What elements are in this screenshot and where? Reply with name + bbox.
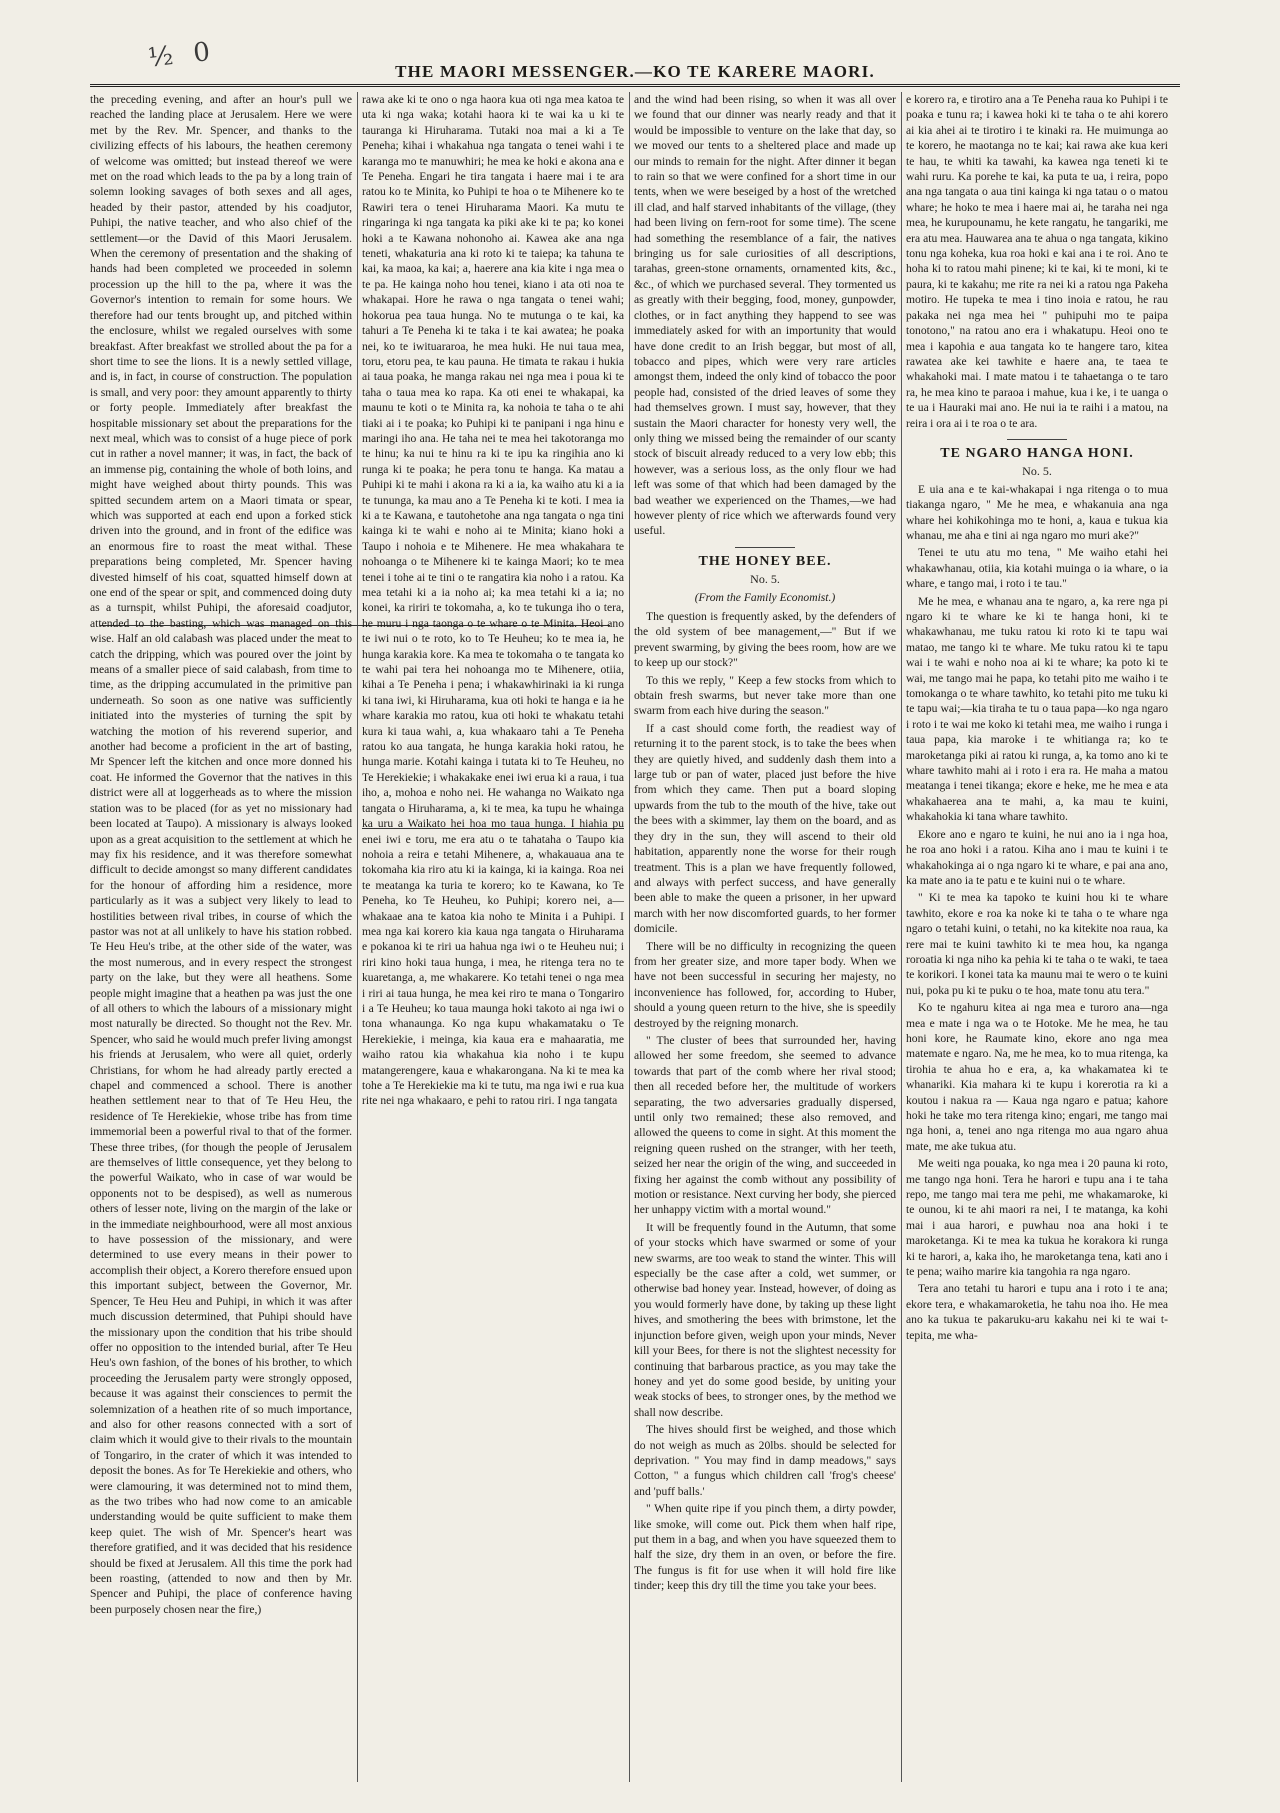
body-paragraph: There will be no difficulty in recognizing the queen from her greater size, and more taper body. When we have not been successful in securing her majesty, no inconvenience has followed, for, according to Huber, should a young queen return to the hive, she is speedily destroyed by the reigning monarch. bbox=[634, 939, 896, 1030]
column-1 bbox=[90, 92, 352, 1782]
body-paragraph: E uia ana e te kai-whakapai i nga ritenga o to mua tiakanga ngaro, " Me he mea, e whakanuia ana nga whare hei kohikohinga mo te honi, a, kaua e tukua kia whanau, me aha e tini ai nga ngaro mo muri ake?" bbox=[906, 482, 1168, 542]
body-paragraph: " Ki te mea ka tapoko te kuini hou ki te whare tawhito, ekore e roa ka noke ki te taha o te whare nga ngaro o tetahi kuini, o tetahi, no ka kitekite noa raua, ka rere mai te kuini tawhito ki te mea hou, ka nganga roroatia ki nga niho ka pehia ki te taha o te waki, te taea te korikori. I konei tata ka maunu mai te wero o te kuini nui, poka pu ki te puku o te hoa, mate tonu atu tera." bbox=[906, 891, 1168, 997]
column-divider bbox=[357, 92, 358, 1782]
masthead-rule bbox=[90, 84, 1180, 87]
article-heading: TE NGARO HANGA HONI. bbox=[940, 445, 1134, 461]
body-paragraph: Me he mea, e whanau ana te ngaro, a, ka rere nga pi ngaro ki te whare ke ki te hanga honi, ki te whakawhanau, me tuku ratou ki roto ki te tapu wai matao, me tango ki te whare. Me tuku ratou ki te tapu wai i te wahi e noho noa ai ki te whare; ka poto ki te wai, me tango mai he papa, ko tetahi pito me waiho i te tomokanga o te whare tawhito, ko tetahi pito me tuku ki te tapu wai;—kia tiraha te tu o taua papa—ko nga ngaro i roto i te wai me koko ki tetahi mea, me waiho i runga i taua papa, kia maroke i te whitianga ra; ko te maroketanga piki ai ratou ki runga, a, ka tomo ano ki te whare tawhito mahi ai i roto i era ra. He maha a matou meatanga i tenei tikanga; ekore e heke, me he mea e ata whakahaerea ana te mahi, a, ka mau te kuini, whakahokia ki tana whare tawhito. bbox=[906, 594, 1168, 824]
article-heading: THE HONEY BEE. bbox=[698, 553, 832, 569]
body-paragraph: e korero ra, e tirotiro ana a Te Peneha raua ko Puhipi i te poaka e tunu ra; i kawea hoki ki te taha o te ahi korero ai kia ahei ai te tirotiro i te kinaki ra. He muimunga ao te korero, he maotanga no te kai; kai rawa ake kua keri te hau, te whiti ka tawahi, ka kawea nga teneti ki te wahi ruru. Ka porehe te kai, ka puta te ua, i reira, popo ana nga tangata o aua tini kainga ki nga tatau o o matou whare; he hoko te mea i haere mai ai, he taraha nei nga mea, he kurupounamu, he kete rangatu, he tangariki, me era atu mea. Hauwarea ana te ahua o nga tangata, kikino tonu nga koheka, kua roa hoki e kai ana i te roi. Ano te hoha ki to ratou mahi pinene; ki te kai, ki te moni, ki te paura, ki te kakahu; me rite ra nei ki a ratou nga Pakeha motiro. He tupeka te mea i tino inoia e ratou, he rau pakaka nei nga mea hei " puhipuhi mo te paipa tonotono," na ratou ano era i whakatupu. Heoi ono te mea i kapohia e aua tangata ko te hangere taro, kitea rawatea ake kei tawhite e haere ana, te taea te whakahoki mai. I mate matou i te tahaetanga o te taro ra, he mea kino te paraoa i mahue, kua i ke, i te uanga o te ua i Hauraki mai ano. He nui ia te raihi i a matou, na reira i ora ai i te roa o te ara. bbox=[906, 93, 1168, 430]
body-paragraph: " When quite ripe if you pinch them, a dirty powder, like smoke, will come out. Pick them when half ripe, put them in a bag, and when you have squeezed them to half the size, dry them in an oven, or before the fire. The fungus is fit for use when it will hold fire like tinder; keep this dry till the time you take your bees. bbox=[634, 1502, 896, 1593]
body-paragraph: Ekore ano e ngaro te kuini, he nui ano ia i nga hoa, he roa ano hoki i a ratou. Kiha ano i mau te kuini i te whakahokinga ai o nga ngaro ki te whare, e pai ana ano, ka mate ano ia te patu e te kuini nui o te whare. bbox=[906, 827, 1168, 887]
body-paragraph: Tenei te utu atu mo tena, " Me waiho etahi hei whakawhanau, otiia, kia kotahi muinga o ia whare, o ia whare, e tango mai, i roto i te tau." bbox=[906, 546, 1168, 591]
section-divider bbox=[735, 547, 795, 548]
column-divider bbox=[629, 92, 630, 1782]
body-paragraph: rawa ake ki te ono o nga haora kua oti nga mea katoa te uta ki nga waka; kotahi haora ki te wai ka u ki te tauranga ki Hiruharama. Tutaki noa mai a ki a Te Peneha; kihai i whakahua nga tangata o tenei wahi i te karanga mo te manuwhiri; he mea ke hoki e akona ana e Te Peneha. Engari he tira tangata i haere mai i te ara ratou ko te Minita, ko Puhipi te hoa o te Mihenere ko te Rawiri tera o tenei Hiruharama Maori. Ka mutu te ringaringa ki nga tangata ka piki ake ki te pa; ko konei hoki a te Kawana nohonoho ai. Kawea ake ana nga teneti, whakaturia ana ki roto ki te taiepa; ka tahuna te kai, ka maoa, ka kai; a, haerere ana kia kite i nga mea o te pa. He kainga noho hou tenei, kiano i ata oti noa te whakapai. Hore he rawa o nga tangata o tenei wahi; hokorua pea taua hunga. No te mutunga o te kai, ka tahuri a Te Peneha ki te taka i te kai awatea; he poaka nei, ko te iwituararoa, he mea huki. He nui taua mea, toru, etoru pea, te kau pauna. He timata te rakau i hukia ai taua poaka, he manga rakau nei nga mea i poua ki te taha o taua mea ko rapa. Ka oti enei te whakapai, ka maunu te koti o te Minita ra, ka nohoia te taha o te ahi tiaki ai i te poaka; ko Puhipi ki te panipani i nga hinu e maringi iho ana. He taha nei te mea hei takotoranga mo te hinu; ka nui te hinu ra ki te ipu ka ringihia ano ki runga ki te poaka; he pera tonu te hanga. Ka matau a Puhipi ki te mahi i akona ra ki a ia, ka waiho atu ki a ia te tununga, ka mau ano a Te Peneha ki te koti. I mea ia ki a te Kawana, e tautohetohe ana nga tangata o nga tini kainga ki te wahi e noho ai te Minita; kiano hoki a Taupo i nohoia e te Mihenere. He mea whakahara te nohoanga o te Mihenere ki te kainga Maori; ko te mea tenei i tohe ai te tini o te rangatira kia noho i a ratou. Ka mea tetahi ki a ia noho ai; ka mea tetahi ki a ia; no konei, ka ririri te tokomaha, a, ko te tukunga iho o tera, he muru i nga taonga o te whare o te Minita. Heoi ano te iwi nui o te roto, ko to Te Heuheu; ko te mea ia, he hunga karakia kore. Ka mea te tokomaha o te tangata ko te wahi pai tera hei nohoanga mo te Mihenere, otiia, kihai a Te Peneha i pena; i whakawhirinaki ia ki runga ki tana iwi, ki Hiruharama, kua oti hoki te hanga e ia he whare karakia mo ratou, kua oti hoki te whakatu tetahi kura ki taua wahi, a, kua whakaaro tahi a Te Peneha ratou ko aua tangata, he hunga karakia hoki ratou, he hunga marie. Kotahi kainga i tutata ki to Te Heuheu, no Te Herekiekie; i whakakake enei iwi erua ki a raua, i tua iho, a, mohoa e noho nei. He wahanga no Waikato nga tangata o Hiruharama, a, ki te mea, ka tupu he whainga ka uru a Waikato hei hoa mo taua hunga. I hiahia pu enei iwi e toru, me era atu o te tahataha o Taupo kia nohoia a reira e tetahi Mihenere, a, whakauaua ana te tokomaha kia riro atu ki ia kainga, ki ia kainga. Roa nei te meatanga ka turia te korero; ko te Kawana, ko Te Peneha, ko Te Heuheu, ko Puhipi; korero nei, a—whakaae ana te katoa kia noho te Minita i a Puhipi. I mea nga kai korero kia kaua nga tangata o Hiruharama e pokanoa ki te riri ua hahua nga iwi o te Heuheu nui; i riri kino hoki taua hunga, i mea, he ritenga tera no te kuaretanga, a, me whakarere. Ko tetahi tenei o nga mea i riri ai taua hunga, he mea kei riro te mana o Tongariro i a Te Heuheu; ko taua maunga hoki takoto ai nga iwi o tona whanaunga. Ko nga kupu whakamataku o Te Herekiekie, i meinga, kia kaua era e mahaaratia, me waiho ratou kia whakahua kia noho i te kupu matangerengere, kaua e whakarongana. Na ki te mea ka tohe a Te Herekiekie ma ki te tutu, ma nga iwi e rua kua rite nei nga whakaaro, e pehi to ratou riri. I nga tangata bbox=[362, 93, 624, 1108]
body-paragraph: Me weiti nga pouaka, ko nga mea i 20 pauna ki roto, me tango nga honi. Tera he harori e tupu ana i te taha repo, me tango mai tera me pehi, me whakamaroke, ki te ounou, ki te ahi maori ra nei, I te matanga, ka kohi mai i aua harori, e puwhau noa ana hoki i te maroketanga. Ki te mea ka tukua he korakora ki runga ki te harori, a, kaka iho, he maroketanga tena, kati ano i te pena; waiho marire kia tangohia ra nga ngaro. bbox=[906, 1157, 1168, 1279]
body-paragraph: " The cluster of bees that surrounded her, having allowed her some freedom, she seemed to advance towards that part of the comb where her rival stood; then all receded before her, the multitude of workers separating, the two adversaries gradually dispersed, until only two remained; these also removed, and allowed the queens to come in sight. At this moment the reigning queen rushed on the stranger, with her teeth, seized her near the origin of the wing, and succeeded in fixing her against the comb without any possibility of motion or resistance. Next curving her body, she pierced her unhappy victim with a mortal wound." bbox=[634, 1033, 896, 1217]
body-paragraph: It will be frequently found in the Autumn, that some of your stocks which have swarmed or some of your new swarms, are too weak to stand the winter. This will especially be the case after a cold, wet summer, or otherwise bad honey year. Instead, however, of doing as you would formerly have done, by taking up these light hives, and smothering the bees with brimstone, let the injunction before given, weigh upon your minds, Never kill your Bees, for there is not the slightest necessity for continuing that barbarous practice, as you may take the honey and yet do some good beside, by uniting your weak stocks of bees, to stronger ones, by the method we shall now describe. bbox=[634, 1220, 896, 1419]
body-paragraph: The hives should first be weighed, and those which do not weigh as much as 20lbs. should be selected for deprivation. " You may find in damp meadows," says Cotton, " a fungus which children call 'frog's cheese' and 'puff balls.' bbox=[634, 1423, 896, 1498]
column-3 bbox=[634, 92, 896, 1782]
body-paragraph: If a cast should come forth, the readiest way of returning it to the parent stock, is to take the bees when they are quietly hived, and suddenly dash them into a large tub or pan of water, placed just before the hive from which they came. Then put a board sloping upwards from the tub to the mouth of the hive, take out the bees with a skimmer, lay them on the board, and as they dry in the sun, they will ascend to their old habitation, apparently none the worse for their rough treatment. This is a plan we have frequently followed, and always with perfect success, and have generally been able to make the queen a prisoner, in her upward march with her now discomforted guards, to her former domicile. bbox=[634, 721, 896, 936]
body-paragraph: and the wind had been rising, so when it was all over we found that our dinner was nearly ready and that it would be impossible to venture on the lake that day, so we moved our tents to a sheltered place and made up our minds to remain for the night. After dinner it began to rain so that we were confined for a short time in our tents, when we were beseiged by a host of the wretched ill clad, and half starved inhabitants of the village, (they had been living on fern-root for some time). The scene had something the resemblance of a fair, the natives bringing us for sale curiosities of all descriptions, tarahas, green-stone ornaments, ornamented kits, &c., &c., of which we purchased several. They tormented us as greatly with their begging, food, money, gunpowder, clothes, or in fact anything they happend to see was immediately asked for with an importunity that would have done credit to an Irish beggar, but most of all, tobacco and pipes, which were very rare articles amongst them, indeed the only kind of tobacco the poor people had, consisted of the dried leaves of some they had themselves grown. I must say, however, that they sustain the Maori character for honesty very well, the only thing we missed being the remainder of our scanty stock of biscuit already reduced to a very low ebb; this however, was a serious loss, as the only flour we had left was some of that which had been damaged by the bad weather we experienced on the Thames,—we had however plenty of rice which we afterwards found very useful. bbox=[634, 93, 896, 538]
body-paragraph: To this we reply, " Keep a few stocks from which to obtain fresh swarms, but never take more than one swarm from each hive during the season." bbox=[634, 673, 896, 718]
article-source: (From the Family Economist.) bbox=[694, 590, 836, 604]
body-paragraph: The question is frequently asked, by the defenders of the old system of bee management,—" But if we prevent swarming, by giving the bees room, how are we to keep up our stock?" bbox=[634, 610, 896, 670]
column-4 bbox=[906, 92, 1168, 1782]
article-number: No. 5. bbox=[1022, 464, 1052, 479]
body-paragraph: Ko te ngahuru kitea ai nga mea e turoro ana—nga mea e mate i nga wa o te Hotoke. Me he mea, he tau honi kore, he Raumate kino, ekore ano nga mea matemate e ngaro. Na, me he mea, ko to mua ritenga, ka tirohia te ahua ho e era, a, ka whakamatea ki te whanariki. Kia mahara ki te kupu i korerotia ra ki a koutou i nakua ra — Kaua nga ngaro e patua; kahore hoki he take mo tera ritenga kino; engari, me tango mai nga honi, a, tenei ano nga ritenga mo aua ngaro ahua mate, me ake tukua atu. bbox=[906, 1001, 1168, 1153]
body-paragraph: Tera ano tetahi tu harori e tupu ana i roto i te ana; ekore tera, e whakamaroketia, he tahu noa iho. He mea ano ka tukua te pakaruku-aru kakahu nei ki te wai t-tepita, me wha- bbox=[906, 1282, 1168, 1342]
body-paragraph: the preceding evening, and after an hour's pull we reached the landing place at Jerusalem. Here we were met by the Rev. Mr. Spencer, and thanks to the civilizing effects of his labours, the heathen ceremony of welcome was omitted; but instead thereof we were met on the road which leads to the pa by a long train of solemn looking savages of both sexes and all ages, headed by their pastor, attended by his coadjutor, Puhipi, the native teacher, and who also chief of the settlement—or the David of this Maori Jerusalem. When the ceremony of presentation and the shaking of hands had been completed we proceeded in solemn procession up the hill to the pa, where it was the Governor's intention to remain for some hours. We therefore had our tents brought up, and pitched within the enclosure, whilst we regaled ourselves with some breakfast. After breakfast we strolled about the pa for a short time to see the lions. It is a newly settled village, and is, in fact, in course of construction. The population is small, and very poor: they amount apparently to thirty or forty people. Immediately after breakfast the hospitable missionary set about the preparations for the next meal, which was to consist of a huge piece of pork cut in rather a novel manner; it was, in fact, the back of an immense pig, containing the whole of both loins, and might have weighed about thirty pounds. This was spitted secundem artem on a Maori timata or spear, which was supported at each end upon a forked stick driven into the ground, and in front of the edifice was an enormous fire to roast the meat withal. These preparations being completed, Mr. Spencer having divested himself of his coat, squatted himself down at one end of the spear or spit, and commenced doing duty as a turnspit, whilst Puhipi, the aforesaid coadjutor, attended to the basting, which was managed on this wise. Half an old calabash was placed under the meat to catch the dripping, which was poured over the joint by means of a smaller piece of said calabash, from time to time, as the dripping accumulated in the primitive pan underneath. So soon as one native was sufficiently initiated into the mysteries of turning the spit by watching the motion of his reverend superior, and another had become a proficient in the art of basting, Mr Spencer left the kitchen and once more donned his coat. He informed the Governor that the natives in this district were all at loggerheads as to where the mission station was to be placed (for as yet no missionary had been located at Taupo). A missionary is always looked upon as a great acquisition to the settlement at which he may fix his residence, and it was therefore somewhat difficult to decide amongst so many different candidates for the honour of affording him a residence, more particularly as it was a subject very likely to lead to hostilities between rival tribes, in course of which the pastor was not at all unlikely to have his station robbed. Te Heu Heu's tribe, at the other side of the water, was the most numerous, and in every respect the strongest party on the lake, but they were all heathens. Some people might imagine that a heathen pa was just the one of all others to which the labours of a missionary might most naturally be directed. So thought not the Rev. Mr. Spencer, who said he would much prefer living amongst his friends at Jerusalem, who were all quiet, orderly Christians, for whom he had already partly erected a chapel and commenced a school. There is another heathen settlement near to that of Te Heu Heu, the residence of Te Herekiekie, whose tribe has from time immemorial been a powerful rival to that of the former. These three tribes, (for though the people of Jerusalem are themselves of little consequence, yet they belong to the powerful Waikato, who in case of war would be opponents not to be despised), as well as numerous others of lesser note, living on the margin of the lake or in the immediate neighbourhood, were all most anxious to have possession of the missionary, and were determined to use every means in their power to accomplish their object, a Korero therefore ensued upon this important subject, between the Governor, Mr. Spencer, Te Heu Heu and Puhipi, in which it was after much discussion determined, that Puhipi should have the missionary upon the condition that his tribe should offer no opposition to the intended burial, after Te Heu Heu's own fashion, of the bones of his brother, to which proceeding the Jerusalem party were strongly opposed, because it was against their consciences to permit the solemnization of a heathen rite of so much importance, and also for other reasons connected with a sort of claim which it would give to their rivals to the mountain of Tongariro, in the crater of which it was intended to deposit the bones. As for Te Herekiekie and others, who were clamouring, it was determined not to mind them, as the two tribes who had now come to an amicable understanding would be quite sufficient to make them keep quiet. The wish of Mr. Spencer's heart was therefore gratified, and it was decided that his residence should be fixed at Jerusalem. All this time the pork had been roasting, (attended to now and then by Mr. Spencer and Puhipi, the place of conference having been purposely chosen near the fire,) bbox=[90, 93, 352, 1616]
section-divider bbox=[1007, 439, 1067, 440]
masthead: THE MAORI MESSENGER.—KO TE KARERE MAORI. bbox=[395, 62, 875, 81]
article-number: No. 5. bbox=[750, 572, 780, 587]
column-divider bbox=[901, 92, 902, 1782]
pencil-marginalia: ½ 0 bbox=[146, 36, 218, 74]
column-2 bbox=[362, 92, 624, 1782]
